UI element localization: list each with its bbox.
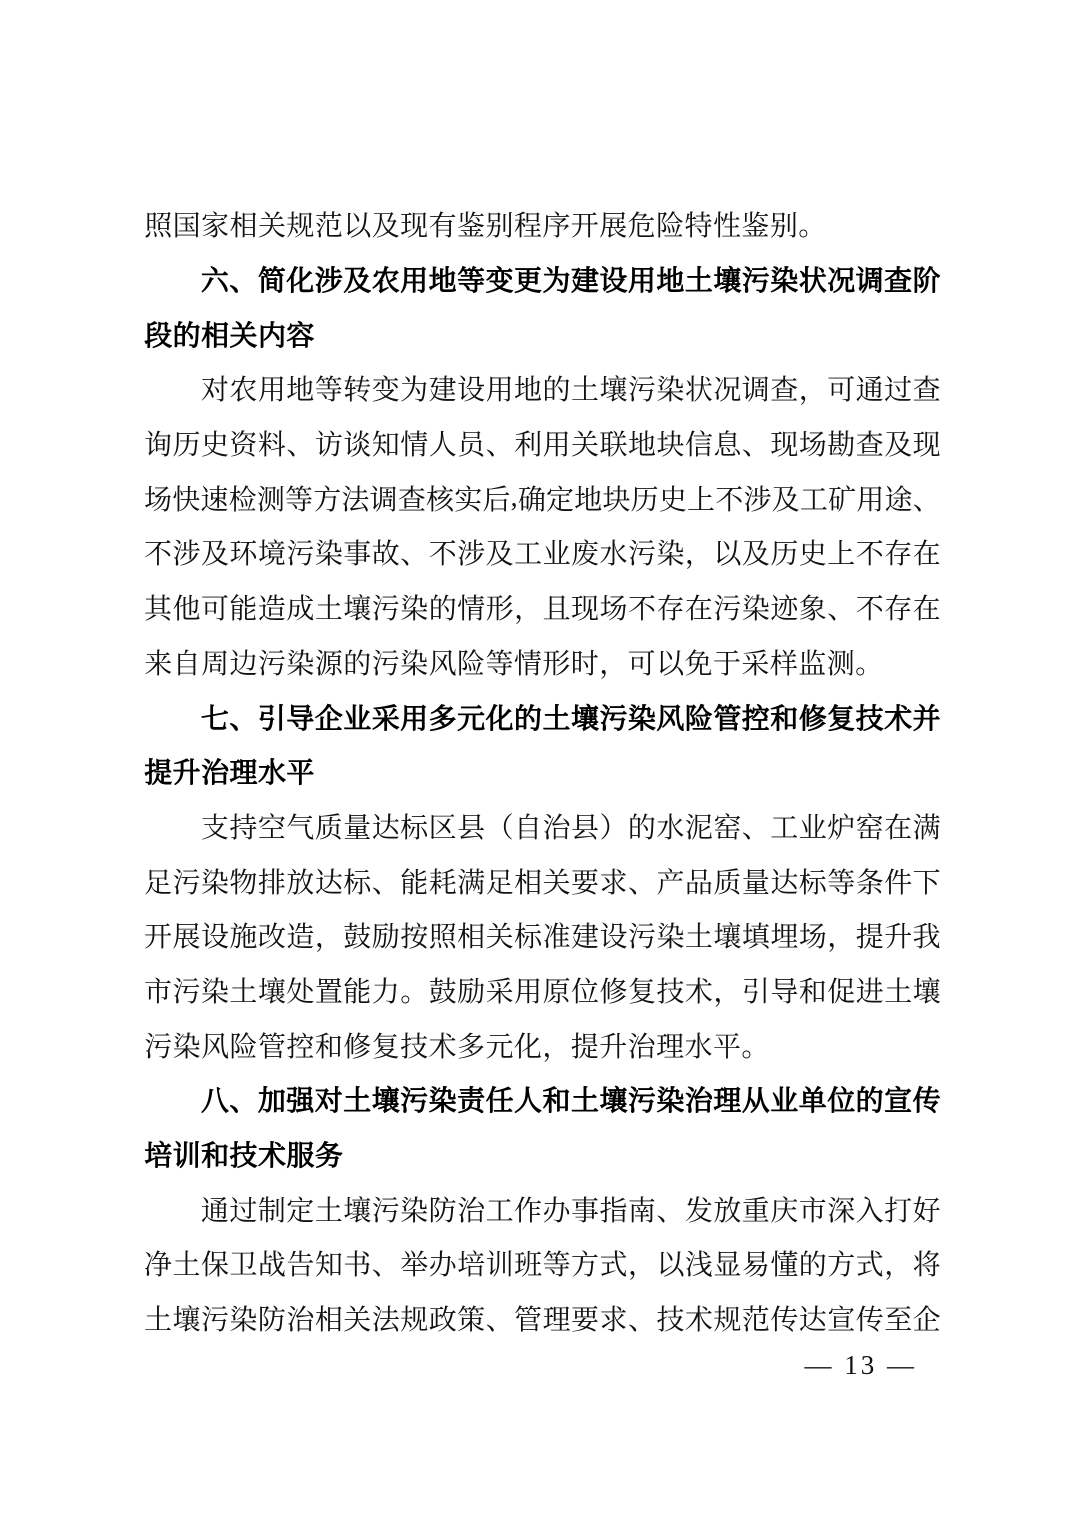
paragraph-line: 其 他 可 能 造 成 土 壤 污 染 的 情 形 ， 且 现 场 不 存 在 污 染 迹 象 、 不 存 在	[144, 594, 941, 626]
heading-line: 八 、 加 强 对 土 壤 污 染 责 任 人 和 土 壤 污 染 治 理 从 业 单 位 的 宣 传	[200, 1085, 941, 1117]
heading-line: 七 、 引 导 企 业 采 用 多 元 化 的 土 壤 污 染 风 险 管 控 和 修 复 技 术 并	[200, 702, 941, 734]
paragraph-line: 土 壤 污 染 防 治 相 关 法 规 政 策 、 管 理 要 求 、 技 术 规 范 传 达 宣 传 至 企	[144, 1305, 941, 1337]
heading-line: 六 、 简 化 涉 及 农 用 地 等 变 更 为 建 设 用 地 土 壤 污 染 状 况 调 查 阶	[200, 265, 941, 297]
heading-line: 段 的 相 关 内 容	[144, 319, 315, 351]
paragraph-line: 对 农 用 地 等 转 变 为 建 设 用 地 的 土 壤 污 染 状 况 调 查 ， 可 通 过 查	[200, 375, 941, 407]
heading-line: 培 训 和 技 术 服 务	[144, 1140, 343, 1172]
paragraph-line: 足 污 染 物 排 放 达 标 、 能 耗 满 足 相 关 要 求 、 产 品 质 量 达 标 等 条 件 下	[144, 867, 941, 899]
page-number: — 13 —	[804, 1350, 917, 1380]
paragraph-line: 通 过 制 定 土 壤 污 染 防 治 工 作 办 事 指 南 、 发 放 重 庆 市 深 入 打 好	[200, 1195, 941, 1227]
heading-line: 提 升 治 理 水 平	[144, 757, 315, 789]
paragraph-line: 污 染 风 险 管 控 和 修 复 技 术 多 元 化 ， 提 升 治 理 水 平 。	[144, 1031, 770, 1063]
paragraph-continuation-line: 照 国 家 相 关 规 范 以 及 现 有 鉴 别 程 序 开 展 危 险 特 性 鉴 别 。	[144, 211, 827, 243]
paragraph-line: 净 土 保 卫 战 告 知 书 、 举 办 培 训 班 等 方 式 ， 以 浅 显 易 懂 的 方 式 ， 将	[144, 1250, 941, 1282]
paragraph-line: 场 快 速 检 测 等 方 法 调 查 核 实 后 , 确 定 地 块 历 史 上 不 涉 及 工 矿 用 途 、	[144, 481, 941, 516]
paragraph-line: 市 污 染 土 壤 处 置 能 力 。 鼓 励 采 用 原 位 修 复 技 术 ， 引 导 和 促 进 土 壤	[144, 976, 941, 1008]
paragraph-line: 支 持 空 气 质 量 达 标 区 县 （ 自 治 县 ） 的 水 泥 窑 、 工 业 炉 窑 在 满	[200, 812, 941, 844]
paragraph-line: 不 涉 及 环 境 污 染 事 故 、 不 涉 及 工 业 废 水 污 染 ， 以 及 历 史 上 不 存 在	[144, 539, 941, 571]
paragraph-line: 来 自 周 边 污 染 源 的 污 染 风 险 等 情 形 时 ， 可 以 免 于 采 样 监 测 。	[144, 648, 884, 680]
paragraph-line: 询 历 史 资 料 、 访 谈 知 情 人 员 、 利 用 关 联 地 块 信 息 、 现 场 勘 查 及 现	[144, 430, 941, 462]
paragraph-line: 开 展 设 施 改 造 ， 鼓 励 按 照 相 关 标 准 建 设 污 染 土 壤 填 埋 场 ， 提 升 我	[144, 922, 941, 954]
document-body	[144, 197, 941, 1345]
